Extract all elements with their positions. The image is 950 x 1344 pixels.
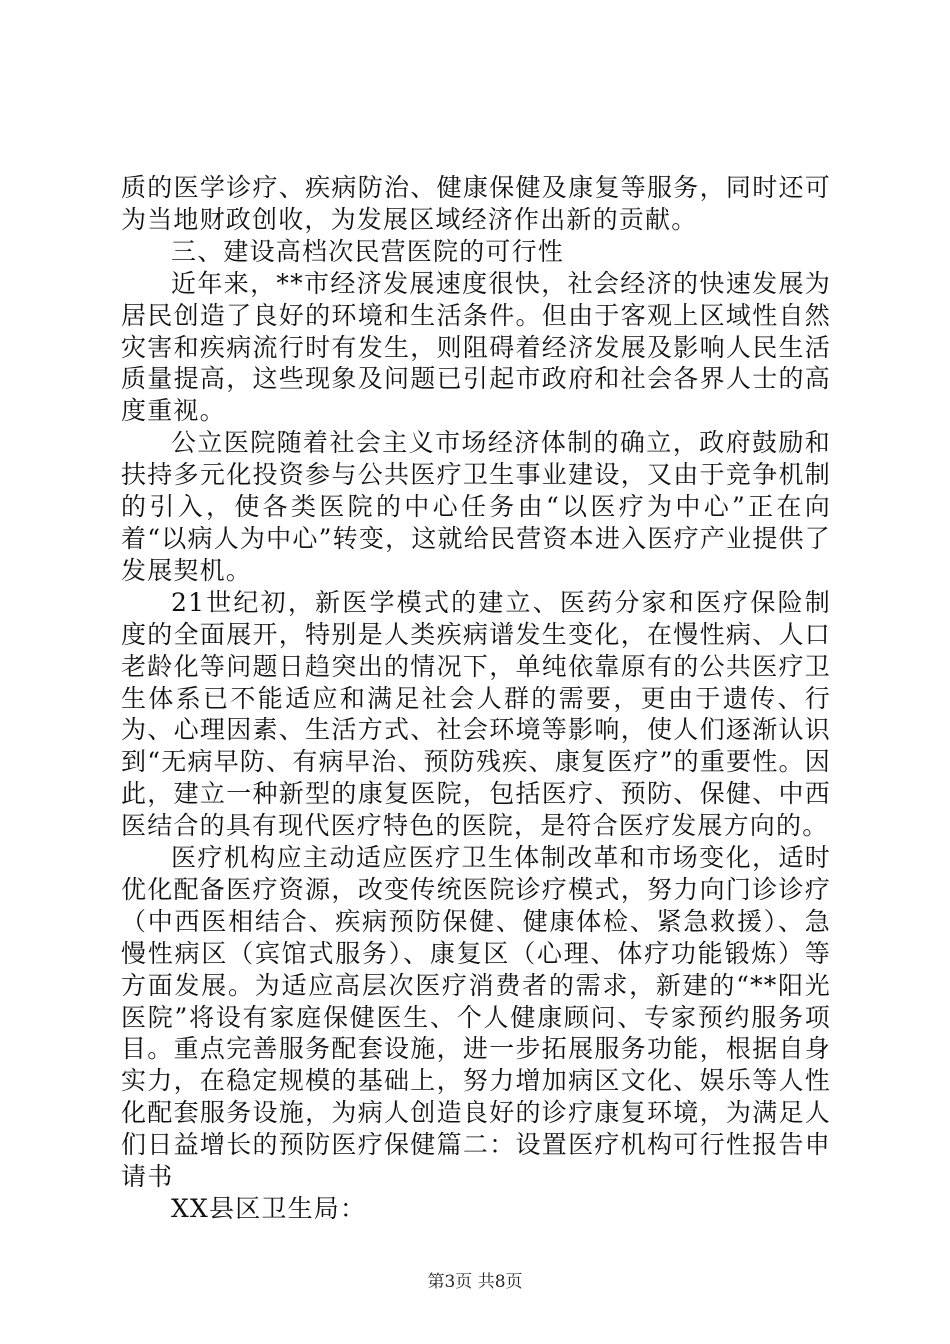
paragraph-economic-development: 近年来，**市经济发展速度很快，社会经济的快速发展为居民创造了良好的环境和生活条件。但由于客观上区域性自然灾害和疾病流行时有发生，则阻碍着经济发展及影响人民生活质量提高，这些现象及问题已引起市政府和社会各界人士的高度重视。 [121,268,831,426]
paragraph-addressee: XX县区卫生局： [171,1194,367,1223]
paragraph-medical-institutions: 医疗机构应主动适应医疗卫生体制改革和市场变化，适时优化配备医疗资源，改变传统医院诊疗模式，努力向门诊诊疗（中西医相结合、疾病预防保健、健康体检、紧急救援）、急慢性病区（宾馆式服务）、康复区（心理、体疗功能锻炼）等方面发展。为适应高层次医疗消费者的需求，新建的“**阳光医院”将设有家庭保健医生、个人健康顾问、专家预约服务项目。重点完善服务配套设施，进一步拓展服务功能，根据自身实力，在稳定规模的基础上，努力增加病区文化、娱乐等人性化配套服务设施，为病人创造良好的诊疗康复环境，为满足人们日益增长的预防医疗保健篇二：设置医疗机构可行性报告申请书 [121,843,831,1192]
document-body [121,172,831,1225]
section-heading: 三、建设高档次民营医院的可行性 [171,236,565,266]
paragraph-continuation: 质的医学诊疗、疾病防治、健康保健及康复等服务，同时还可为当地财政创收，为发展区域经济作出新的贡献。 [121,173,831,234]
paragraph-public-hospitals: 公立医院随着社会主义市场经济体制的确立，政府鼓励和扶持多元化投资参与公共医疗卫生事业建设，又由于竞争机制的引入，使各类医院的中心任务由“以医疗为中心”正在向着“以病人为中心”转变，这就给民营资本进入医疗产业提供了发展契机。 [121,428,831,585]
page-number-footer: 第3页 共8页 [427,1272,523,1292]
paragraph-new-medical-model: 21世纪初，新医学模式的建立、医药分家和医疗保险制度的全面展开，特别是人类疾病谱发生变化，在慢性病、人口老龄化等问题日趋突出的情况下，单纯依靠原有的公共医疗卫生体系已不能适应和满足社会人群的需要，更由于遗传、行为、心理因素、生活方式、社会环境等影响，使人们逐渐认识到“无病早防、有病早治、预防残疾、康复医疗”的重要性。因此，建立一种新型的康复医院，包括医疗、预防、保健、中西医结合的具有现代医疗特色的医院，是符合医疗发展方向的。 [121,587,831,841]
